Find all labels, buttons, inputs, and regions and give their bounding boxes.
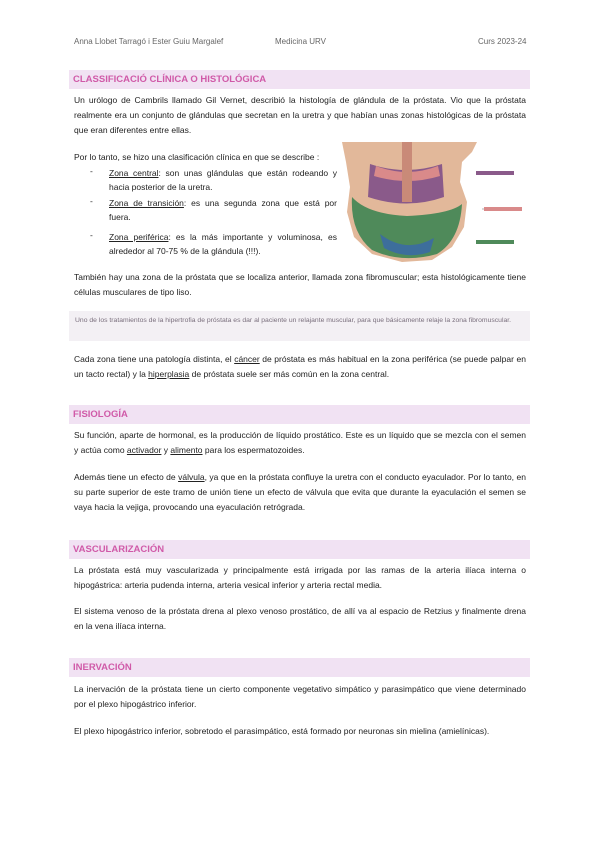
section-heading-vascularization: VASCULARIZACIÓN (69, 540, 530, 559)
section-heading-innervation: INERVACIÓN (69, 658, 530, 677)
header-author: Anna Llobet Tarragó i Ester Guiu Margalef (74, 37, 224, 46)
header-course: Curs 2023-24 (478, 37, 527, 46)
list-item-central: Zona central: son unas glándulas que están rodeando y hacia posterior de la uretra. (109, 168, 337, 192)
bullet-dash: - (90, 230, 93, 240)
header-subject: Medicina URV (275, 37, 326, 46)
prostate-zones-figure (342, 142, 532, 267)
classification-intro: Un urólogo de Cambrils llamado Gil Vernet, describió la histología de glándula de la próstata. Vio que la próstata realmente era un conjunto de glándulas que secretan en la uretra y que habían unas zonas histológicas de la próstata que eran diferentes entre ellas. (74, 95, 526, 135)
innervation-plexus: El plexo hipogástrico inferior, sobretodo el parasimpático, está formado por neuronas sin mielina (amielínicas). (74, 726, 490, 736)
physiology-valve: Además tiene un efecto de válvula, ya que en la próstata confluye la uretra con el conducto eyaculador. Por lo tanto, en su parte superior de este tramo de unión tiene un efecto de válvula que evita que durante la eyaculación el semen se vaya hacia la vejiga, provocando una eyaculación retrógrada. (74, 472, 526, 512)
bullet-dash: - (90, 196, 93, 206)
list-item-transition: Zona de transición: es una segunda zona que está por fuera. (109, 198, 337, 222)
list-item-peripheral: Zona periférica: es la más importante y voluminosa, es alrededor al 70-75 % de la glándula (!!!). (109, 232, 337, 256)
innervation-intro: La inervación de la próstata tiene un cierto componente vegetativo simpático y parasimpático que viene determinado por el plexo hipogástrico inferior. (74, 684, 526, 709)
section-heading-physiology: FISIOLOGÍA (69, 405, 530, 424)
pathology-paragraph: Cada zona tiene una patología distinta, el cáncer de próstata es más habitual en la zona periférica (se puede palpar en un tacto rectal) y la hiperplasia de próstata suele ser más común en la zona central. (74, 354, 526, 379)
physiology-function: Su función, aparte de hormonal, es la producción de líquido prostático. Este es un líquido que se mezcla con el semen y actúa como activador y alimento para los espermatozoides. (74, 430, 526, 455)
fibromuscular-paragraph: También hay una zona de la próstata que se localiza anterior, llamada zona fibromuscular; esta histológicamente tiene células musculares de tipo liso. (74, 272, 526, 297)
vascularization-arterial: La próstata está muy vascularizada y principalmente está irrigada por las ramas de la arteria ilíaca interna o hipogástrica: arteria pudenda interna, arteria vesical inferior y arteria rectal media. (74, 565, 526, 590)
vascularization-venous: El sistema venoso de la próstata drena al plexo venoso prostático, de allí va al espacio de Retzius y finalmente drena en la vena ilíaca interna. (74, 606, 526, 631)
treatment-note: Uno de los tratamientos de la hipertrofia de próstata es dar al paciente un relajante muscular, para que básicamente relaje la zona fibromuscular. (69, 311, 530, 341)
section-heading-classification: CLASSIFICACIÓ CLÍNICA O HISTOLÓGICA (69, 70, 530, 89)
classification-lead: Por lo tanto, se hizo una clasificación clínica en que se describe : (74, 152, 320, 162)
bullet-dash: - (90, 166, 93, 176)
